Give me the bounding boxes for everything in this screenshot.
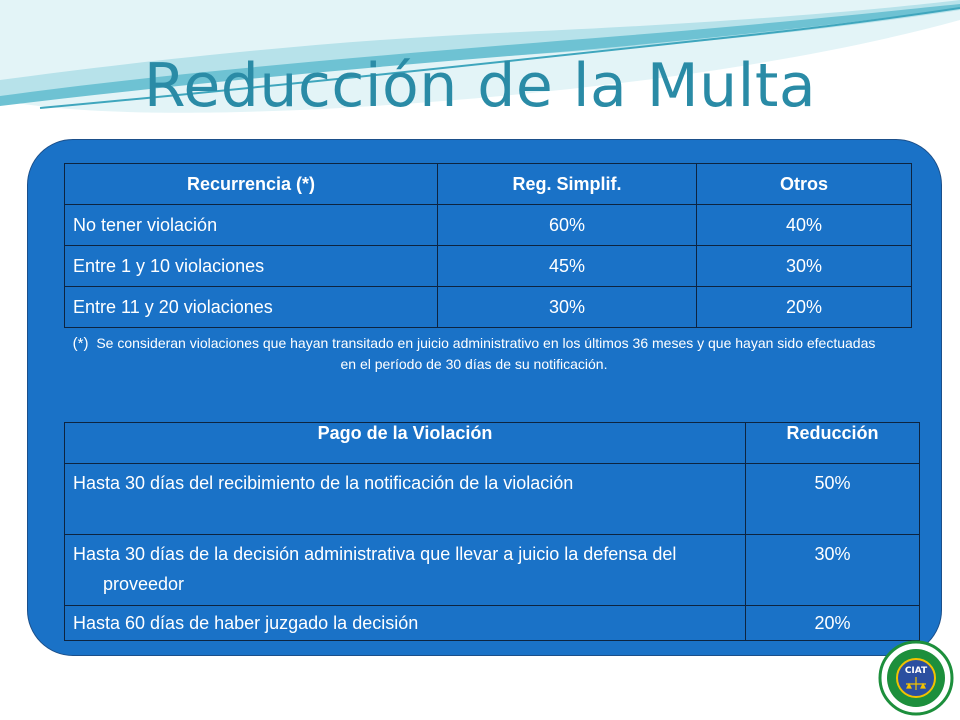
recurrence-table xyxy=(64,163,912,328)
table-cell: 30% xyxy=(746,535,920,606)
table-cell: 45% xyxy=(438,246,697,287)
payment-table xyxy=(64,422,920,641)
cell-text: Hasta 30 días de la decisión administrativa que llevar a juicio la defensa del proveedor xyxy=(73,544,677,594)
table-cell: Hasta 60 días de haber juzgado la decisión xyxy=(65,606,746,641)
footnote-mark: (*) xyxy=(72,335,89,352)
table-cell: Entre 11 y 20 violaciones xyxy=(65,287,438,328)
table-row xyxy=(65,205,912,246)
table-header-row xyxy=(65,164,912,205)
table-cell: No tener violación xyxy=(65,205,438,246)
table-cell: 20% xyxy=(746,606,920,641)
table-cell: 50% xyxy=(746,464,920,535)
table-cell: 30% xyxy=(438,287,697,328)
table-cell: Entre 1 y 10 violaciones xyxy=(65,246,438,287)
table-cell: 30% xyxy=(697,246,912,287)
cell-text: Hasta 30 días del recibimiento de la notificación de la violación xyxy=(73,473,574,493)
column-header: Otros xyxy=(697,164,912,205)
table-row xyxy=(65,464,920,535)
slide-title: Reducción de la Multa xyxy=(143,51,817,121)
column-header: Pago de la Violación xyxy=(65,423,746,464)
table-row xyxy=(65,535,920,606)
footnote-text: Se consideran violaciones que hayan transitado en juicio administrativo en los últimos 36 meses y que hayan sido efectuadas en el período de 30 días de su notificación. xyxy=(96,335,876,372)
footnote xyxy=(64,333,884,375)
logo-text: CIAT xyxy=(904,666,928,676)
table-cell xyxy=(65,535,746,606)
ciat-logo-icon xyxy=(878,640,954,716)
table-cell: 60% xyxy=(438,205,697,246)
column-header: Reg. Simplif. xyxy=(438,164,697,205)
column-header: Reducción xyxy=(746,423,920,464)
column-header: Recurrencia (*) xyxy=(65,164,438,205)
table-header-row xyxy=(65,423,920,464)
table-row xyxy=(65,246,912,287)
table-cell xyxy=(65,464,746,535)
table-cell: 20% xyxy=(697,287,912,328)
table-row xyxy=(65,606,920,641)
table-row xyxy=(65,287,912,328)
table-cell: 40% xyxy=(697,205,912,246)
